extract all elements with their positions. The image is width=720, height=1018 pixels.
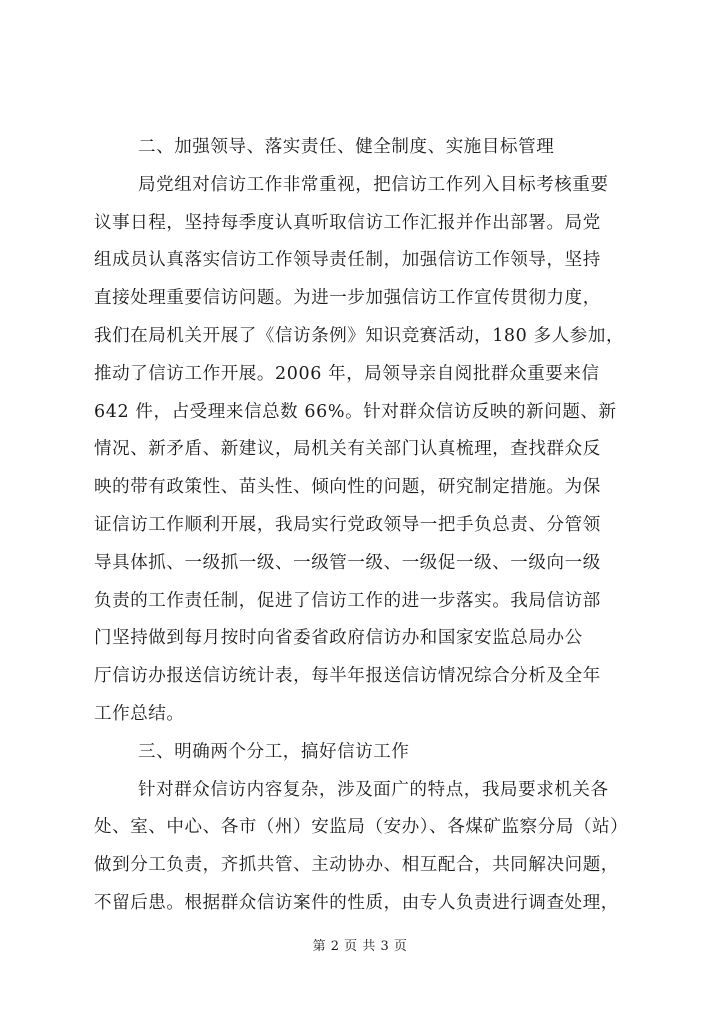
paragraph-line: 厅信访办报送信访统计表，每半年报送信访情况综合分析及全年 — [94, 666, 601, 687]
page-number-footer: 第 2 页 共 3 页 — [312, 939, 408, 954]
section-heading-3: 三、明确两个分工，搞好信访工作 — [138, 741, 410, 762]
section-heading-2: 二、加强领导、落实责任、健全制度、实施目标管理 — [138, 137, 555, 157]
paragraph-line: 处、室、中心、各市（州）安监局（安办）、各煤矿监察分局（站） — [94, 817, 629, 838]
paragraph-line: 推动了信访工作开展。2006 年，局领导亲自阅批群众重要来信 — [94, 363, 600, 384]
paragraph-line: 不留后患。根据群众信访案件的性质，由专人负责进行调查处理， — [94, 892, 619, 913]
paragraph-line: 映的带有政策性、苗头性、倾向性的问题，研究制定措施。为保 — [94, 477, 601, 498]
paragraph-line: 642 件，占受理来信总数 66%。针对群众信访反映的新问题、新 — [94, 401, 617, 422]
paragraph-line: 针对群众信访内容复杂，涉及面广的特点，我局要求机关各 — [138, 779, 609, 800]
paragraph-line: 组成员认真落实信访工作领导责任制，加强信访工作领导，坚持 — [94, 250, 601, 271]
paragraph-line: 做到分工负责，齐抓共管、主动协办、相互配合，共同解决问题， — [94, 855, 619, 876]
paragraph-line: 门坚持做到每月按时向省委省政府信访办和国家安监总局办公 — [94, 628, 583, 649]
paragraph-line: 局党组对信访工作非常重视，把信访工作列入目标考核重要 — [138, 174, 609, 195]
paragraph-line: 导具体抓、一级抓一级、一级管一级、一级促一级、一级向一级 — [94, 552, 601, 573]
paragraph-line: 证信访工作顺利开展，我局实行党政领导一把手负总责、分管领 — [94, 514, 601, 535]
paragraph-line: 我们在局机关开展了《信访条例》知识竞赛活动，180 多人参加， — [94, 325, 625, 346]
paragraph-line: 情况、新矛盾、新建议，局机关有关部门认真梳理，查找群众反 — [94, 439, 601, 460]
document-body — [94, 129, 658, 923]
paragraph-line: 负责的工作责任制，促进了信访工作的进一步落实。我局信访部 — [94, 590, 601, 611]
paragraph-line: 工作总结。 — [94, 703, 185, 724]
paragraph-line: 议事日程，坚持每季度认真听取信访工作汇报并作出部署。局党 — [94, 212, 601, 233]
paragraph-line: 直接处理重要信访问题。为进一步加强信访工作宣传贯彻力度， — [94, 288, 601, 309]
